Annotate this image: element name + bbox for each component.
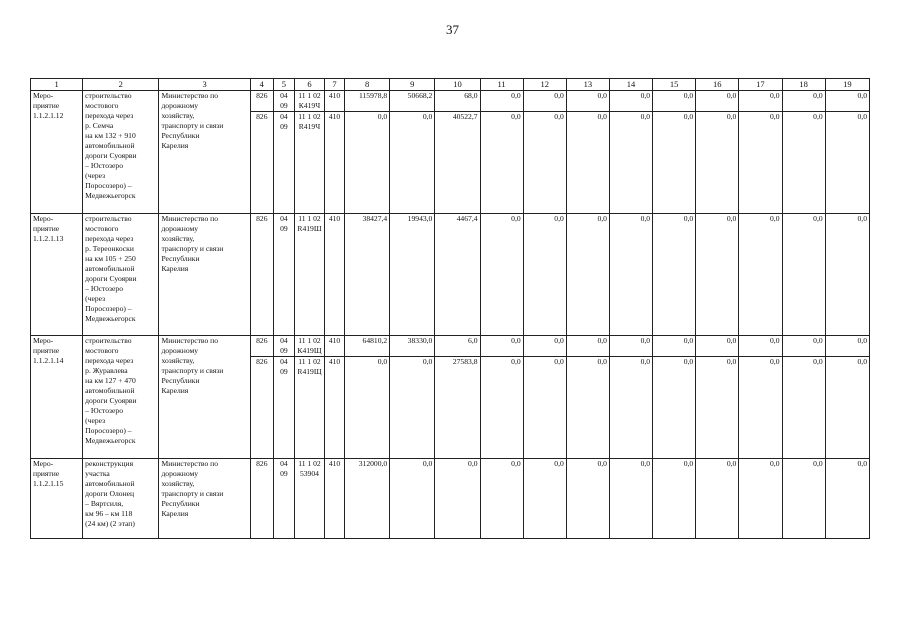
- measure-description: строительство мостового перехода через р. Журавлева на км 127 + 470 автомобильной дороги Суоярви – Юстозеро (через Поросозеро) – Медвежьегорск: [83, 336, 159, 459]
- funding-value: 0,0: [523, 336, 566, 357]
- funding-value: 0,0: [566, 91, 609, 112]
- grbs-code: 826: [250, 336, 273, 357]
- funding-value: 0,0: [782, 459, 825, 539]
- funding-value: 0,0: [523, 459, 566, 539]
- funding-value: 27583,8: [435, 357, 480, 459]
- column-number: 1: [31, 79, 83, 91]
- funding-value: 0,0: [696, 357, 739, 459]
- funding-value: 0,0: [696, 91, 739, 112]
- funding-value: 0,0: [782, 336, 825, 357]
- funding-value: 0,0: [523, 357, 566, 459]
- funding-value: 0,0: [653, 336, 696, 357]
- funding-value: 0,0: [609, 357, 652, 459]
- column-number: 11: [480, 79, 523, 91]
- column-number: 14: [609, 79, 652, 91]
- funding-value: 0,0: [480, 112, 523, 214]
- csr-code: 11 1 02 К419Щ: [294, 336, 324, 357]
- funding-value: 0,0: [480, 91, 523, 112]
- funding-value: 40522,7: [435, 112, 480, 214]
- funding-value: 0,0: [653, 112, 696, 214]
- funding-value: 0,0: [480, 357, 523, 459]
- funding-value: 0,0: [653, 91, 696, 112]
- funding-value: 312000,0: [345, 459, 390, 539]
- column-number: 5: [273, 79, 294, 91]
- funding-value: 0,0: [825, 91, 869, 112]
- column-number: 8: [345, 79, 390, 91]
- rz-pr-code: 04 09: [273, 357, 294, 459]
- csr-code: 11 1 02 К419Ч: [294, 91, 324, 112]
- responsible-executor: Министерство по дорожному хозяйству, транспорту и связи Республики Карелия: [159, 459, 250, 539]
- page-number: 37: [446, 22, 459, 37]
- funding-value: 0,0: [566, 112, 609, 214]
- funding-value: 19943,0: [390, 214, 435, 336]
- funding-value: 0,0: [345, 112, 390, 214]
- funding-value: 68,0: [435, 91, 480, 112]
- funding-value: 0,0: [566, 357, 609, 459]
- funding-value: 0,0: [523, 214, 566, 336]
- funding-value: 0,0: [825, 336, 869, 357]
- funding-value: 0,0: [653, 357, 696, 459]
- csr-code: 11 1 02 R419Ч: [294, 112, 324, 214]
- responsible-executor: Министерство по дорожному хозяйству, транспорту и связи Республики Карелия: [159, 336, 250, 459]
- funding-value: 0,0: [435, 459, 480, 539]
- funding-value: 0,0: [609, 112, 652, 214]
- column-number: 18: [782, 79, 825, 91]
- measure-id: Меро- приятие 1.1.2.1.14: [31, 336, 83, 459]
- csr-code: 11 1 02 R419Ш: [294, 214, 324, 336]
- column-number: 6: [294, 79, 324, 91]
- column-number: 16: [696, 79, 739, 91]
- funding-value: 6,0: [435, 336, 480, 357]
- funding-value: 0,0: [739, 357, 782, 459]
- measure-description: строительство мостового перехода через р. Тереонкоски на км 105 + 250 автомобильной дороги Суоярви – Юстозеро (через Поросозеро) – Медвежьегорск: [83, 214, 159, 336]
- vr-code: 410: [324, 336, 344, 357]
- funding-value: 0,0: [653, 459, 696, 539]
- funding-value: 0,0: [696, 214, 739, 336]
- funding-value: 0,0: [609, 91, 652, 112]
- rz-pr-code: 04 09: [273, 336, 294, 357]
- table-row: [31, 91, 870, 112]
- funding-value: 0,0: [390, 357, 435, 459]
- funding-value: 38427,4: [345, 214, 390, 336]
- funding-value: 0,0: [782, 112, 825, 214]
- measure-id: Меро- приятие 1.1.2.1.15: [31, 459, 83, 539]
- funding-value: 0,0: [480, 459, 523, 539]
- vr-code: 410: [324, 357, 344, 459]
- vr-code: 410: [324, 214, 344, 336]
- funding-value: 0,0: [480, 214, 523, 336]
- funding-value: 0,0: [566, 336, 609, 357]
- vr-code: 410: [324, 112, 344, 214]
- funding-value: 0,0: [782, 214, 825, 336]
- funding-value: 0,0: [739, 336, 782, 357]
- column-number: 13: [566, 79, 609, 91]
- column-number: 4: [250, 79, 273, 91]
- funding-value: 115978,8: [345, 91, 390, 112]
- table-row: [31, 459, 870, 539]
- funding-value: 0,0: [696, 459, 739, 539]
- grbs-code: 826: [250, 91, 273, 112]
- budget-table: [30, 78, 870, 539]
- funding-value: 0,0: [609, 214, 652, 336]
- vr-code: 410: [324, 91, 344, 112]
- measure-description: реконструкция участка автомобильной дороги Олонец – Вяртсиля, км 96 – км 118 (24 км) (2 этап): [83, 459, 159, 539]
- funding-value: 64810,2: [345, 336, 390, 357]
- grbs-code: 826: [250, 214, 273, 336]
- funding-value: 0,0: [390, 459, 435, 539]
- column-number: 9: [390, 79, 435, 91]
- rz-pr-code: 04 09: [273, 459, 294, 539]
- funding-value: 0,0: [739, 214, 782, 336]
- funding-value: 0,0: [739, 91, 782, 112]
- vr-code: 410: [324, 459, 344, 539]
- funding-value: 0,0: [523, 112, 566, 214]
- column-number: 10: [435, 79, 480, 91]
- column-number: 3: [159, 79, 250, 91]
- funding-value: 0,0: [609, 336, 652, 357]
- funding-value: 4467,4: [435, 214, 480, 336]
- column-number-row: [31, 79, 870, 91]
- column-number: 7: [324, 79, 344, 91]
- funding-value: 0,0: [390, 112, 435, 214]
- rz-pr-code: 04 09: [273, 91, 294, 112]
- funding-value: 0,0: [825, 357, 869, 459]
- measure-description: строительство мостового перехода через р. Семча на км 132 + 910 автомобильной дороги Суоярви – Юстозеро (через Поросозеро) – Медвежьегорск: [83, 91, 159, 214]
- funding-value: 0,0: [696, 112, 739, 214]
- funding-value: 0,0: [566, 459, 609, 539]
- grbs-code: 826: [250, 357, 273, 459]
- column-number: 15: [653, 79, 696, 91]
- responsible-executor: Министерство по дорожному хозяйству, транспорту и связи Республики Карелия: [159, 91, 250, 214]
- funding-value: 38330,0: [390, 336, 435, 357]
- grbs-code: 826: [250, 112, 273, 214]
- column-number: 2: [83, 79, 159, 91]
- funding-value: 0,0: [825, 214, 869, 336]
- grbs-code: 826: [250, 459, 273, 539]
- funding-value: 0,0: [782, 91, 825, 112]
- funding-value: 0,0: [825, 459, 869, 539]
- funding-value: 0,0: [825, 112, 869, 214]
- responsible-executor: Министерство по дорожному хозяйству, транспорту и связи Республики Карелия: [159, 214, 250, 336]
- funding-value: 0,0: [609, 459, 652, 539]
- csr-code: 11 1 02 R419Щ: [294, 357, 324, 459]
- funding-value: 0,0: [480, 336, 523, 357]
- column-number: 12: [523, 79, 566, 91]
- funding-value: 0,0: [345, 357, 390, 459]
- measure-id: Меро- приятие 1.1.2.1.13: [31, 214, 83, 336]
- funding-value: 0,0: [523, 91, 566, 112]
- rz-pr-code: 04 09: [273, 112, 294, 214]
- funding-value: 0,0: [696, 336, 739, 357]
- csr-code: 11 1 02 53904: [294, 459, 324, 539]
- funding-value: 0,0: [739, 112, 782, 214]
- funding-value: 0,0: [739, 459, 782, 539]
- funding-value: 0,0: [566, 214, 609, 336]
- measure-id: Меро- приятие 1.1.2.1.12: [31, 91, 83, 214]
- column-number: 17: [739, 79, 782, 91]
- column-number: 19: [825, 79, 869, 91]
- funding-value: 0,0: [782, 357, 825, 459]
- funding-value: 0,0: [653, 214, 696, 336]
- table-row: [31, 214, 870, 336]
- table-row: [31, 336, 870, 357]
- rz-pr-code: 04 09: [273, 214, 294, 336]
- funding-value: 50668,2: [390, 91, 435, 112]
